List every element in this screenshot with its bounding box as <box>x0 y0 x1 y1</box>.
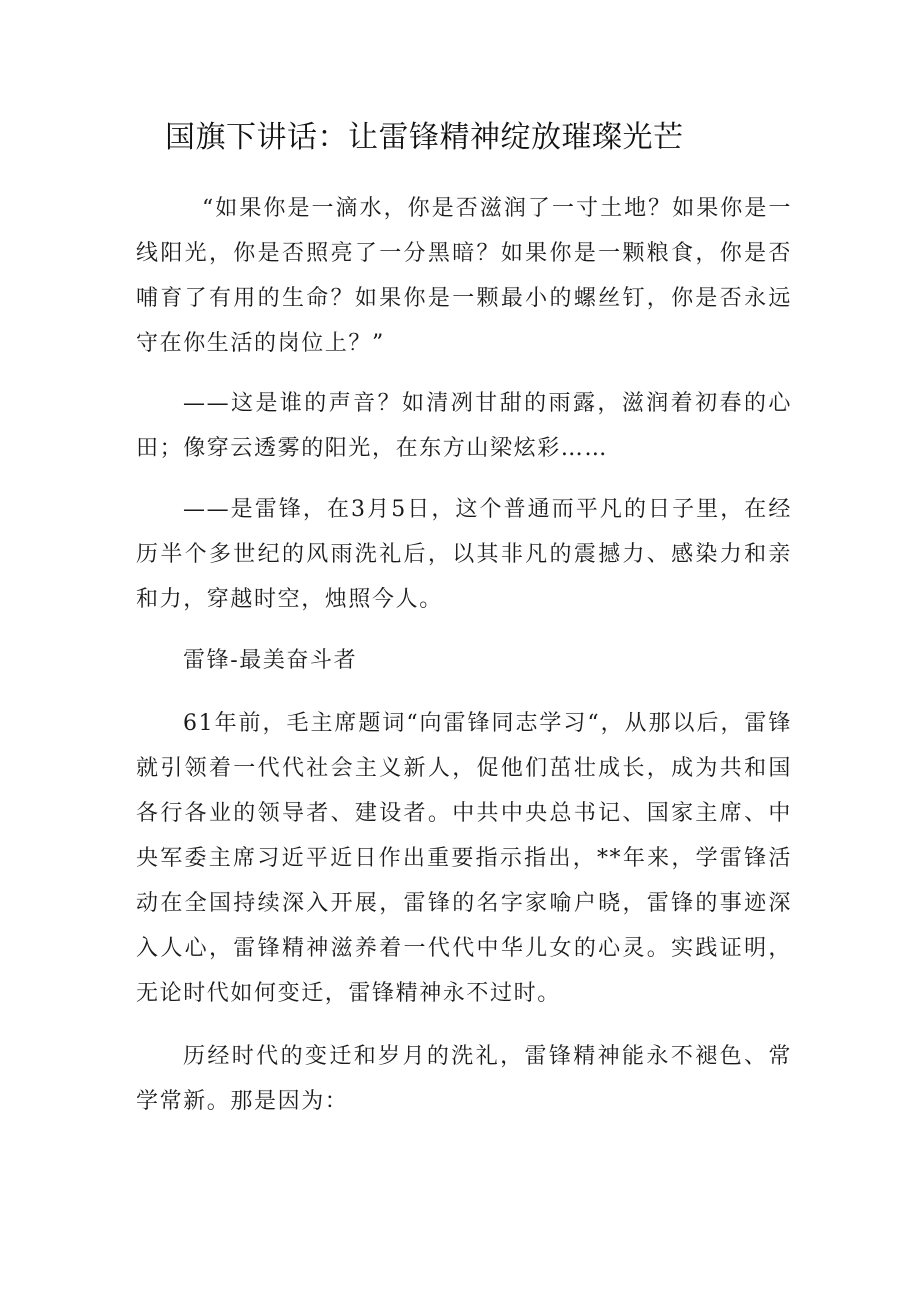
paragraph-whose-voice: ——这是谁的声音？如清冽甘甜的雨露，滋润着初春的心田；像穿云透雾的阳光，在东方山梁炫彩…… <box>136 391 792 461</box>
paragraph-conclusion: 历经时代的变迁和岁月的洗礼，雷锋精神能永不褪色、常学常新。那是因为： <box>136 1044 792 1114</box>
section-heading-best-striver: 雷锋-最美奋斗者 <box>183 648 358 673</box>
document-body <box>136 186 792 1124</box>
document-title: 国旗下讲话：让雷锋精神绽放璀璨光芒 <box>165 120 684 155</box>
paragraph-it-is-lei-feng: ——是雷锋，在3月5日，这个普通而平凡的日子里，在经历半个多世纪的风雨洗礼后，以其非凡的震撼力、感染力和亲和力，穿越时空，烛照今人。 <box>136 497 792 612</box>
paragraph-history: 61年前，毛主席题词“向雷锋同志学习“，从那以后，雷锋就引领着一代代社会主义新人，促他们茁壮成长，成为共和国各行各业的领导者、建设者。中共中央总书记、国家主席、中央军委主席习近平近日作出重要指示指出，**年来，学雷锋活动在全国持续深入开展，雷锋的名字家喻户晓，雷锋的事迹深入人心，雷锋精神滋养着一代代中华儿女的心灵。实践证明，无论时代如何变迁，雷锋精神永不过时。 <box>136 711 792 1006</box>
paragraph-opening-quote: “如果你是一滴水，你是否滋润了一寸土地？如果你是一线阳光，你是否照亮了一分黑暗？如果你是一颗粮食，你是否哺育了有用的生命？如果你是一颗最小的螺丝钉，你是否永远守在你生活的岗位上？” <box>136 196 792 356</box>
